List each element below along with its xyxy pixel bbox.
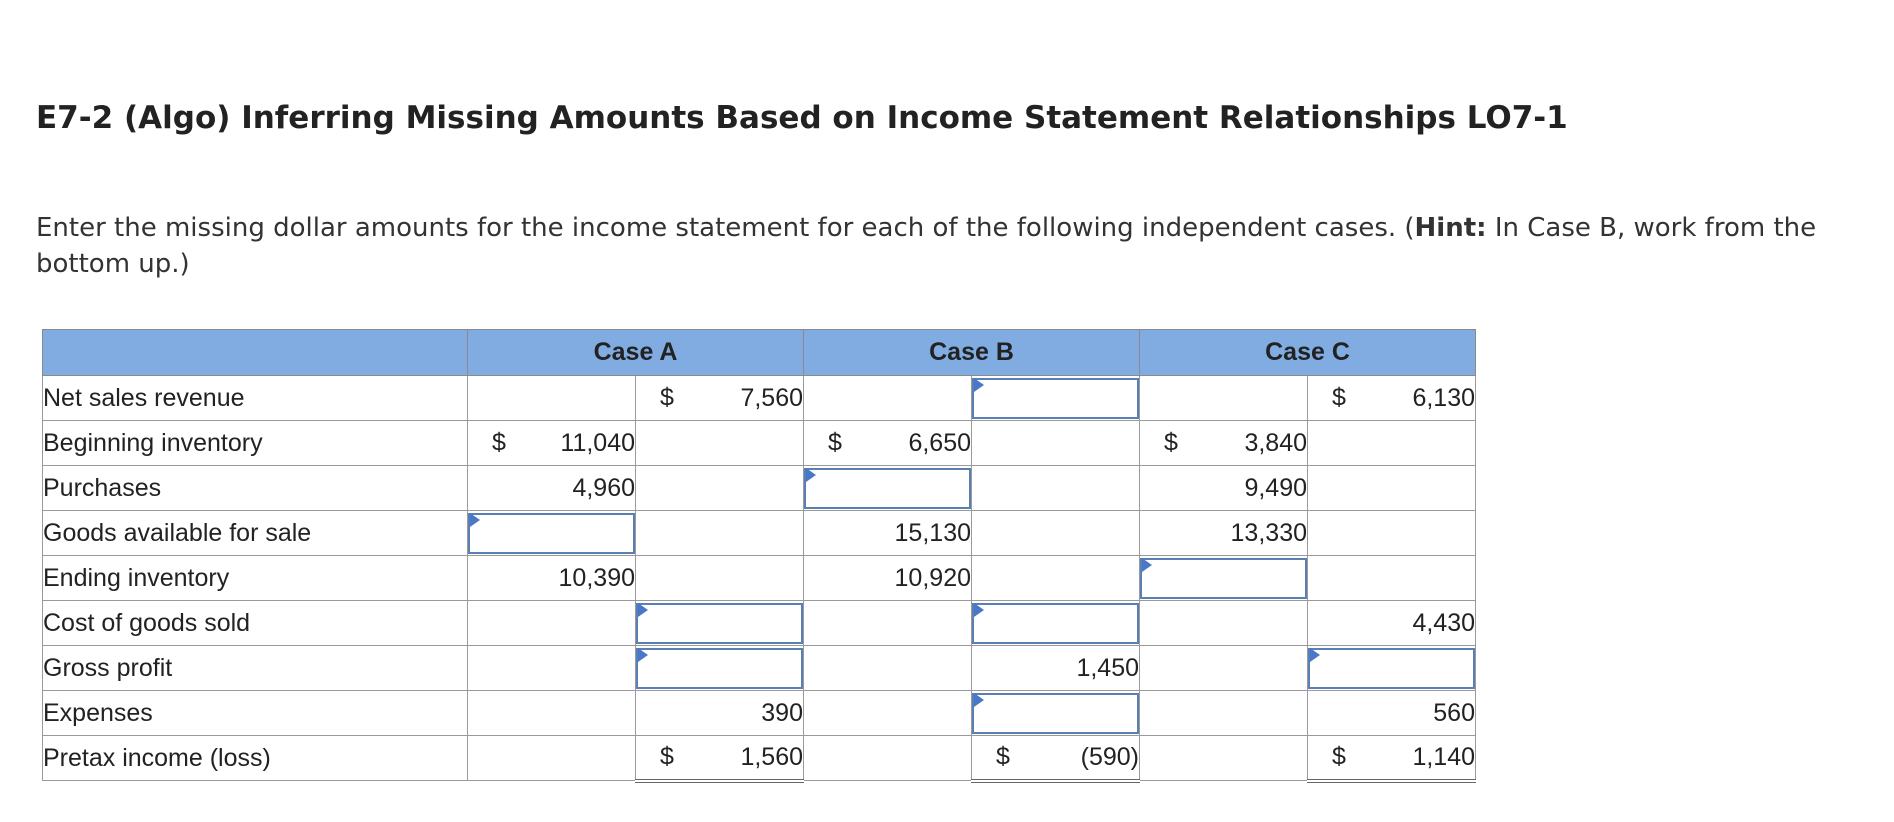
case-b-total-cell [972, 421, 1140, 466]
row-label: Gross profit [43, 646, 468, 691]
case-c-total-cell [1308, 376, 1476, 421]
case-c-total-cell [1308, 511, 1476, 556]
header-case-c: Case C [1140, 330, 1476, 376]
income-statement-table [42, 329, 1476, 783]
case-c-detail-cell [1140, 601, 1308, 646]
dollar-sign: $ [660, 742, 674, 771]
header-case-a: Case A [468, 330, 804, 376]
row-label: Cost of goods sold [43, 601, 468, 646]
instructions-lead: Enter the missing dollar amounts for the income statement for each of the following independent cases. ( [36, 213, 1415, 243]
case-b-amount-input[interactable] [972, 603, 1139, 644]
row-label: Purchases [43, 466, 468, 511]
dollar-sign: $ [828, 428, 842, 457]
table-header-row [43, 330, 1476, 376]
case-b-detail-cell [804, 511, 972, 556]
row-label: Goods available for sale [43, 511, 468, 556]
case-b-amount-input[interactable] [972, 693, 1139, 734]
case-a-amount-input[interactable] [636, 603, 803, 644]
case-b-amount-input[interactable] [972, 378, 1139, 419]
input-marker-icon [638, 603, 648, 617]
amount-value: 6,130 [1412, 383, 1475, 412]
input-marker-icon [1142, 558, 1152, 572]
case-a-detail-cell [468, 421, 636, 466]
amount-value: 13,330 [1230, 518, 1307, 547]
input-marker-icon [1310, 648, 1320, 662]
dollar-sign: $ [1332, 383, 1346, 412]
table-row [43, 556, 1476, 601]
amount-value: 390 [761, 698, 803, 727]
table-row [43, 691, 1476, 736]
case-b-total-cell [972, 691, 1140, 736]
amount-value: 4,960 [572, 473, 635, 502]
dollar-sign: $ [492, 428, 506, 457]
case-a-total-cell [636, 511, 804, 556]
dollar-sign: $ [1332, 742, 1346, 771]
case-a-total-cell [636, 646, 804, 691]
case-c-amount-input[interactable] [1308, 648, 1475, 689]
case-b-detail-cell [804, 556, 972, 601]
dollar-sign: $ [1164, 428, 1178, 457]
case-c-detail-cell [1140, 556, 1308, 601]
case-c-total-cell [1308, 691, 1476, 736]
case-c-detail-cell [1140, 511, 1308, 556]
amount-value: 10,390 [558, 563, 635, 592]
amount-value: 11,040 [560, 428, 635, 457]
row-label: Net sales revenue [43, 376, 468, 421]
case-a-detail-cell [468, 691, 636, 736]
input-marker-icon [974, 693, 984, 707]
case-c-total-cell [1308, 556, 1476, 601]
header-case-b: Case B [804, 330, 1140, 376]
input-marker-icon [974, 378, 984, 392]
row-label: Ending inventory [43, 556, 468, 601]
case-c-detail-cell [1140, 736, 1308, 781]
amount-value: 560 [1433, 698, 1475, 727]
case-c-total-cell [1308, 421, 1476, 466]
input-marker-icon [974, 603, 984, 617]
case-a-amount-input[interactable] [468, 513, 635, 554]
amount-value: 3,840 [1244, 428, 1307, 457]
case-a-total-cell [636, 376, 804, 421]
table-row [43, 601, 1476, 646]
case-b-total-cell [972, 511, 1140, 556]
amount-value: 9,490 [1244, 473, 1307, 502]
instructions [36, 210, 1876, 282]
dollar-sign: $ [660, 383, 674, 412]
case-c-total-cell [1308, 601, 1476, 646]
case-c-detail-cell [1140, 376, 1308, 421]
case-b-amount-input[interactable] [804, 468, 971, 509]
amount-value: 1,560 [740, 742, 803, 771]
case-a-detail-cell [468, 646, 636, 691]
dollar-sign: $ [996, 742, 1010, 771]
case-a-total-cell [636, 736, 804, 781]
input-marker-icon [638, 648, 648, 662]
case-c-amount-input[interactable] [1140, 558, 1307, 599]
case-a-total-cell [636, 421, 804, 466]
row-label: Beginning inventory [43, 421, 468, 466]
amount-value: 4,430 [1412, 608, 1475, 637]
case-b-detail-cell [804, 736, 972, 781]
table-row [43, 736, 1476, 781]
case-a-total-cell [636, 466, 804, 511]
amount-value: 1,140 [1412, 742, 1475, 771]
amount-value: 1,450 [1076, 653, 1139, 682]
table-row [43, 646, 1476, 691]
hint-label: Hint: [1414, 213, 1487, 243]
row-label: Expenses [43, 691, 468, 736]
case-a-total-cell [636, 601, 804, 646]
case-c-detail-cell [1140, 691, 1308, 736]
case-c-total-cell [1308, 736, 1476, 781]
case-c-total-cell [1308, 646, 1476, 691]
case-b-total-cell [972, 376, 1140, 421]
case-a-detail-cell [468, 376, 636, 421]
case-a-detail-cell [468, 601, 636, 646]
table-row [43, 376, 1476, 421]
case-b-total-cell [972, 466, 1140, 511]
case-b-detail-cell [804, 466, 972, 511]
case-b-detail-cell [804, 601, 972, 646]
case-b-total-cell [972, 601, 1140, 646]
case-b-total-cell [972, 646, 1140, 691]
case-c-detail-cell [1140, 466, 1308, 511]
input-marker-icon [806, 468, 816, 482]
row-label: Pretax income (loss) [43, 736, 468, 781]
input-marker-icon [470, 513, 480, 527]
amount-value: 15,130 [894, 518, 971, 547]
case-a-detail-cell [468, 511, 636, 556]
header-blank [43, 330, 468, 376]
case-a-amount-input[interactable] [636, 648, 803, 689]
case-a-detail-cell [468, 736, 636, 781]
case-a-detail-cell [468, 556, 636, 601]
hint-text: In Case B, work from the bottom up.) [36, 213, 1817, 279]
amount-value: 10,920 [894, 563, 971, 592]
table-row [43, 466, 1476, 511]
case-c-detail-cell [1140, 421, 1308, 466]
case-c-total-cell [1308, 466, 1476, 511]
case-b-detail-cell [804, 376, 972, 421]
case-c-detail-cell [1140, 646, 1308, 691]
case-b-detail-cell [804, 421, 972, 466]
case-a-total-cell [636, 691, 804, 736]
case-b-detail-cell [804, 646, 972, 691]
table-body [43, 376, 1476, 781]
case-a-detail-cell [468, 466, 636, 511]
amount-value: 6,650 [908, 428, 971, 457]
table-row [43, 511, 1476, 556]
page-title: E7-2 (Algo) Inferring Missing Amounts Based on Income Statement Relationships LO7-1 [36, 100, 1568, 136]
amount-value: (590) [1080, 742, 1139, 771]
amount-value: 7,560 [740, 383, 803, 412]
case-b-total-cell [972, 736, 1140, 781]
case-b-detail-cell [804, 691, 972, 736]
case-b-total-cell [972, 556, 1140, 601]
case-a-total-cell [636, 556, 804, 601]
table-row [43, 421, 1476, 466]
